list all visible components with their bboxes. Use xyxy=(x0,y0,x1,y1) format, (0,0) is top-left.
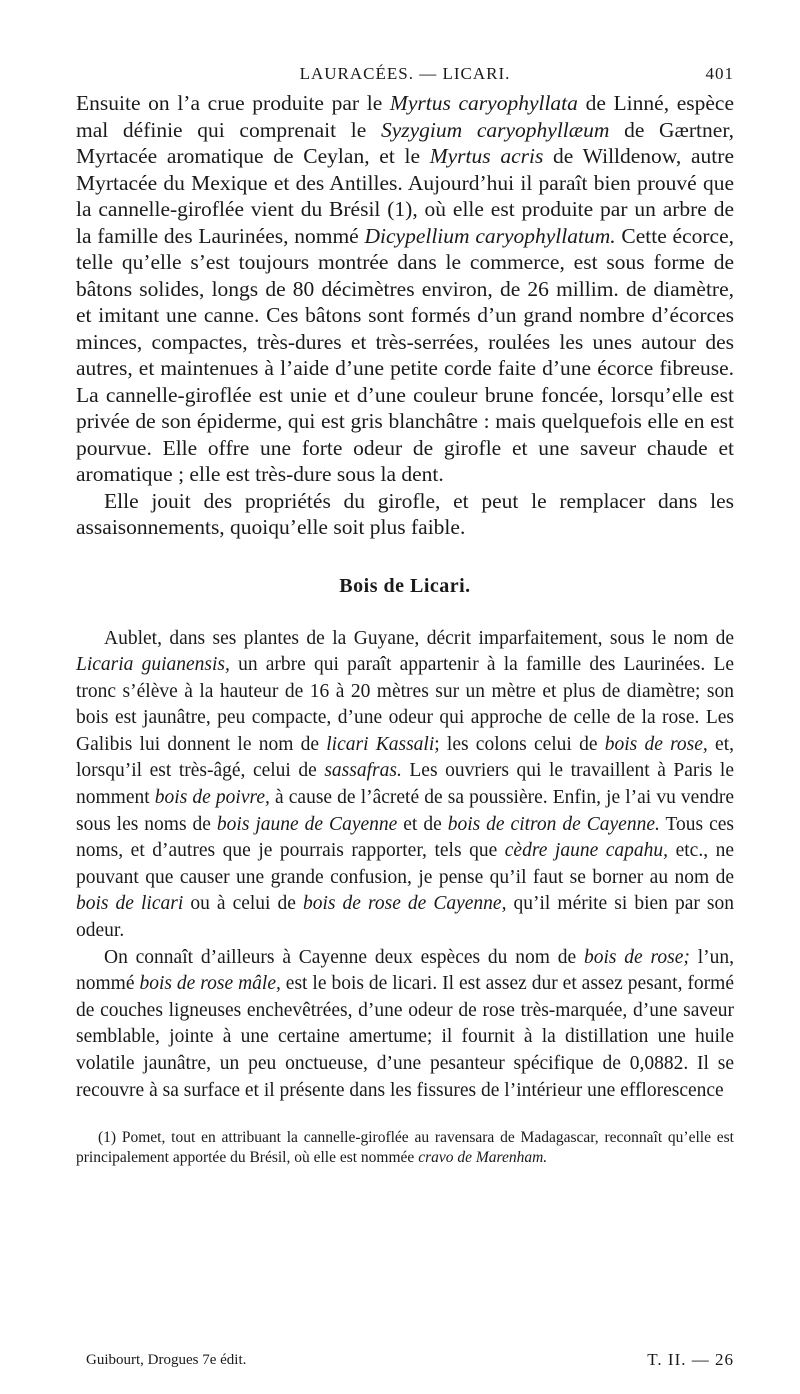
text-run: etc., ne pouvant que causer une grande confusion, je pense qu’il faut se borner au nom de xyxy=(76,840,735,888)
italic-term: bois de rose de Cayenne, xyxy=(302,893,507,915)
italic-term: Dicypellium caryophyllatum. xyxy=(364,223,616,248)
text-run: est le bois de licari. Il est assez dur et assez pesant, formé de couches ligneuses enchevêtrées, d’une odeur de rose très-marquée, d’une saveur semblable, jointe à une certaine amertume; il fournit à la distillation une huile volatile jaunâtre, un peu onctueuse, d’une pesanteur spécifique de 0,0882. Il se recouvre à sa surface et il présente dans les fissures de l’intérieur une efflorescence xyxy=(76,973,734,1101)
paragraph-licari-description xyxy=(76,626,734,945)
text-run: Ensuite on l’a crue produite par le xyxy=(76,91,390,115)
italic-term: bois jaune de Cayenne xyxy=(216,813,398,835)
text-run: ou à celui de xyxy=(183,893,303,915)
paragraph-cannelle-uses xyxy=(76,488,734,541)
text-run: On connaît d’ailleurs à Cayenne deux espèces du nom de xyxy=(104,946,584,968)
text-run: et de xyxy=(397,813,448,835)
text-run: de Linné, espèce mal définie qui comprenait le xyxy=(76,91,735,142)
text-run: Elle jouit des propriétés du girofle, et peut le remplacer dans les assaisonnements, quoiqu’elle soit plus faible. xyxy=(76,488,734,539)
printer-signature: Guibourt, Drogues 7e édit. xyxy=(86,1352,247,1368)
text-run: l’un, nommé xyxy=(76,946,734,995)
italic-term: cèdre jaune capahu, xyxy=(504,840,669,862)
italic-term: bois de licari xyxy=(76,893,184,915)
italic-term: sassafras. xyxy=(324,760,402,782)
text-run: Cette écorce, telle qu’elle s’est toujours montrée dans le commerce, est sous forme de bâtons solides, longs de 80 décimètres environ, de 26 millim. de diamètre, et imitant une canne. Ces bâtons sont formés d’un grand nombre d’écorces minces, compactes, très-dures et très-serrées, roulées les unes autour des autres, et maintenues à l’aide d’une petite corde faite d’une écorce fibreuse. La cannelle-giroflée est unie et d’une couleur brune foncée, lorsqu’elle est privée de son épiderme, qui est gris blanchâtre : mais quelquefois elle en est pourvue. Elle offre une forte odeur de girofle et une saveur chaude et aromatique ; elle est très-dure sous la dent. xyxy=(76,223,734,486)
text-run: Aublet, dans ses plantes de la Guyane, décrit imparfaitement, sous le nom de xyxy=(104,627,734,649)
italic-term: Myrtus caryophyllata xyxy=(389,91,578,115)
text-run: (1) Pomet, tout en attribuant la cannelle-giroflée au ravensara de Madagascar, reconnaît qu’elle est principalement apportée du Brésil, où elle est nommée xyxy=(76,1129,734,1167)
italic-term: bois de citron de Cayenne. xyxy=(447,813,660,835)
running-head xyxy=(76,58,734,90)
volume-signature: T. II. — 26 xyxy=(647,1350,734,1369)
italic-term: licari Kassali xyxy=(326,733,435,755)
italic-term: bois de rose, xyxy=(604,733,708,755)
footnote xyxy=(76,1128,734,1168)
italic-term: Licaria guianensis, xyxy=(76,654,230,676)
text-run: de Gærtner, Myrtacée aromatique de Ceylan, et le xyxy=(76,117,734,168)
text-run: un arbre qui paraît appartenir à la famille des Laurinées. Le tronc s’élève à la hauteur de 16 à 20 mètres sur un mètre et plus de diamètre; son bois est jaunâtre, peu compacte, d’une odeur qui approche de celle de la rose. Les Galibis lui donnent le nom de xyxy=(76,654,735,755)
text-run: de Willdenow, autre Myrtacée du Mexique et des Antilles. Aujourd’hui il paraît bien prouvé que la cannelle-giroflée vient du Brésil (1), où elle est produite par un arbre de la famille des Laurinées, nommé xyxy=(76,144,734,248)
text-run: Tous ces noms, et d’autres que je pourrais rapporter, tels que xyxy=(76,813,735,862)
page-footer xyxy=(76,1352,734,1374)
text-run: Les ouvriers qui le travaillent à Paris le nomment xyxy=(76,760,734,809)
italic-term: bois de rose mâle, xyxy=(139,973,281,995)
paragraph-bois-de-rose xyxy=(76,945,734,1105)
italic-term: bois de rose; xyxy=(583,946,690,968)
text-run: à cause de l’âcreté de sa poussière. Enfin, je l’ai vu vendre sous les noms de xyxy=(76,787,734,835)
italic-term: bois de poivre, xyxy=(154,787,270,809)
section-heading: Bois de Licari. xyxy=(339,574,471,597)
paragraph-cannelle-origin xyxy=(76,90,734,488)
page-number: 401 xyxy=(705,64,734,83)
italic-term: cravo de Marenham. xyxy=(418,1149,548,1167)
italic-term: Myrtus acris xyxy=(429,144,544,168)
text-run: qu’il mérite si bien par son odeur. xyxy=(76,893,734,942)
text-run: ; les colons celui de xyxy=(434,733,605,755)
text-run: et, lorsqu’il est très-âgé, celui de xyxy=(76,733,734,782)
running-head-title: LAURACÉES. — LICARI. xyxy=(299,64,511,83)
italic-term: Syzygium caryophyllæum xyxy=(380,117,610,142)
